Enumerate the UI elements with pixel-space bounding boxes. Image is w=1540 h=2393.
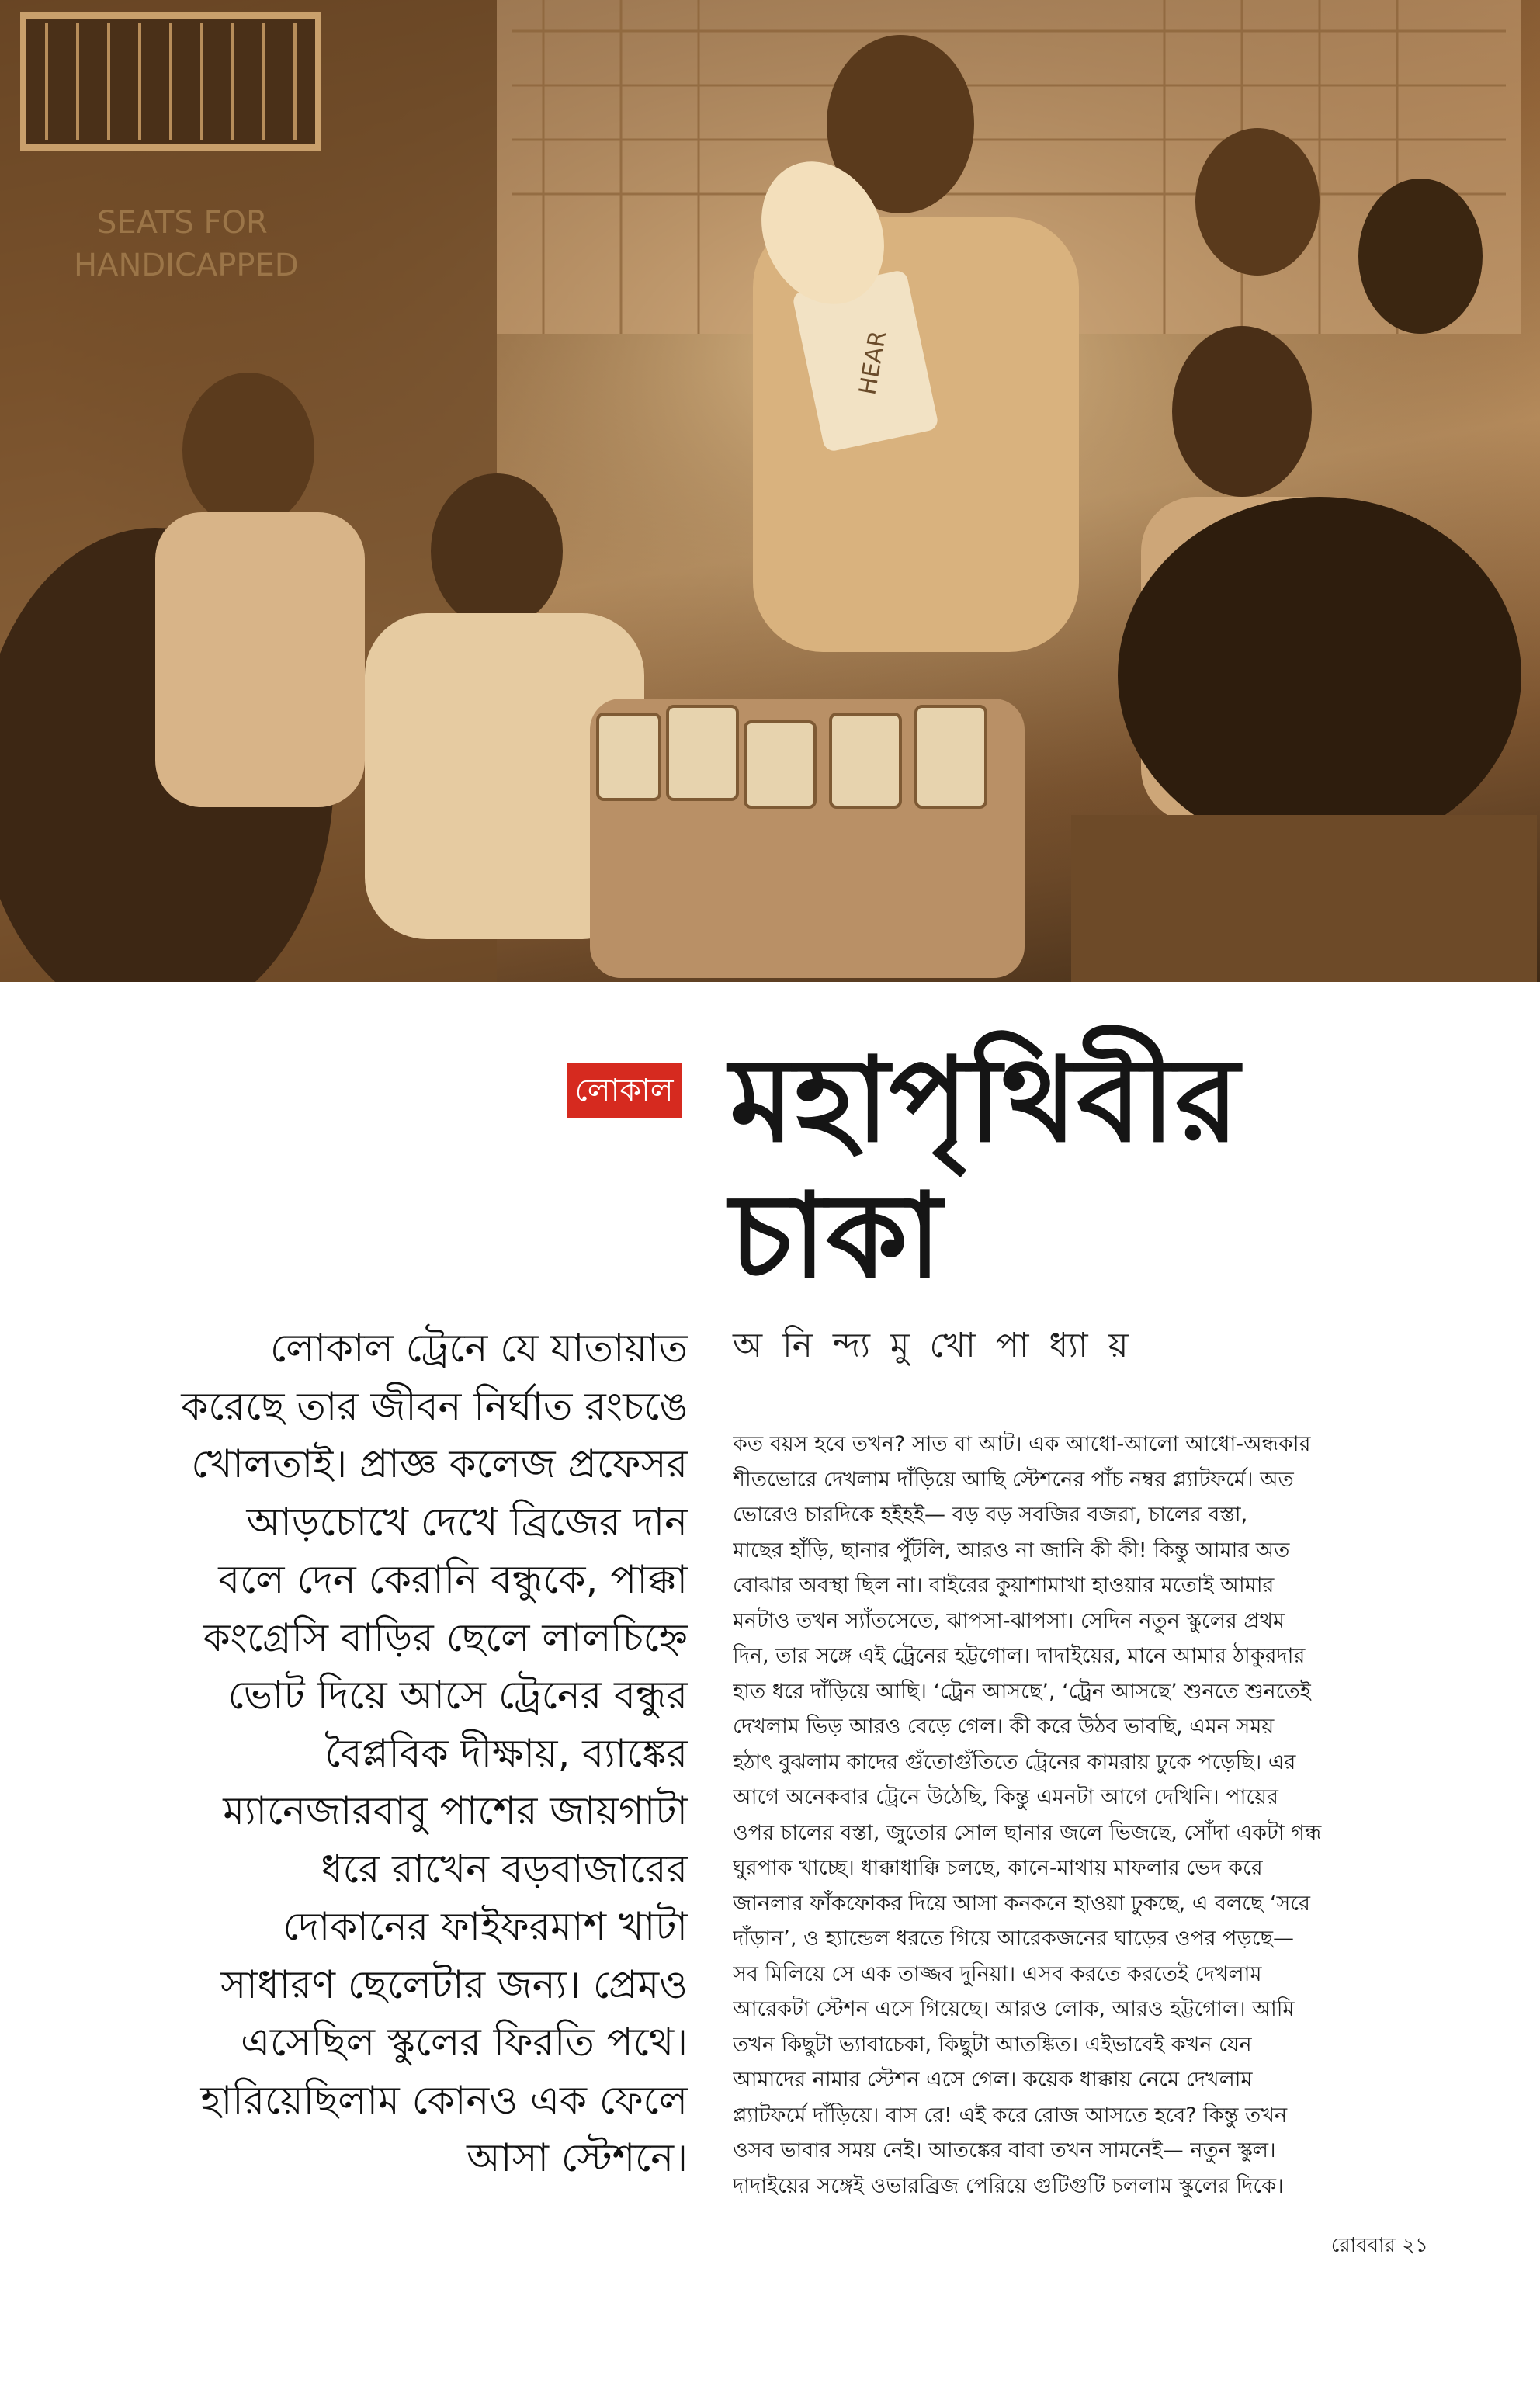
body-line: হাত ধরে দাঁড়িয়ে আছি। ‘ট্রেন আসছে’, ‘ট্রেন আসছে’ শুনতে শুনতেই <box>733 1679 1311 1704</box>
body-line: ঘুরপাক খাচ্ছে। ধাক্কাধাক্কি চলছে, কানে-মাথায় মাফলার ভেদ করে <box>733 1856 1263 1880</box>
train-vendor-photo <box>0 0 1540 982</box>
body-line: আগে অনেকবার ট্রেনে উঠেছি, কিন্তু এমনটা আগে দেখিনি। পায়ের <box>733 1785 1279 1809</box>
body-line: দাদাইয়ের সঙ্গেই ওভারব্রিজ পেরিয়ে গুটিগুটি চললাম স্কুলের দিকে। <box>733 2173 1284 2198</box>
pullquote-line: করেছে তার জীবন নির্ঘাত রংচঙে <box>181 1383 688 1429</box>
pullquote <box>116 1320 688 2187</box>
body-line: জানলার ফাঁকফোকর দিয়ে আসা কনকনে হাওয়া ঢুকছে, এ বলছে ‘সরে <box>733 1891 1311 1916</box>
pullquote-line: এসেছিল স্কুলের ফিরতি পথে। <box>240 2020 688 2065</box>
body-line: কত বয়স হবে তখন? সাত বা আট। এক আধো-আলো আধো-অন্ধকার <box>733 1432 1311 1456</box>
pullquote-line: হারিয়েছিলাম কোনও এক ফেলে <box>200 2077 688 2123</box>
article-title <box>730 1032 1490 1304</box>
body-line: আরেকটা স্টেশন এসে গিয়েছে। আরও লোক, আরও হট্টগোল। আমি <box>733 1997 1295 2021</box>
body-line: দেখলাম ভিড় আরও বেড়ে গেল। কী করে উঠব ভাবছি, এমন সময় <box>733 1715 1275 1739</box>
pullquote-line: সাধারণ ছেলেটার জন্য। প্রেমও <box>220 1961 688 2007</box>
pullquote-line: কংগ্রেসি বাড়ির ছেলে লালচিহ্নে <box>203 1614 688 1660</box>
pullquote-line: আসা স্টেশনে। <box>467 2135 688 2180</box>
body-line: শীতভোরে দেখলাম দাঁড়িয়ে আছি স্টেশনের পাঁচ নম্বর প্ল্যাটফর্মে। অত <box>733 1467 1294 1492</box>
title-line-2: চাকা <box>730 1167 942 1304</box>
article-body <box>733 1427 1416 2204</box>
page-folio: রোববার ২১ <box>1330 2234 1428 2257</box>
body-line: আমাদের নামার স্টেশন এসে গেল। কয়েক ধাক্কায় নেমে দেখলাম <box>733 2068 1253 2092</box>
svg-text:SEATS FOR HANDICAPPED: SEATS FOR HANDICAPPED <box>74 205 299 283</box>
body-line: দাঁড়ান’, ও হ্যান্ডেল ধরতে গিয়ে আরেকজনের ঘাড়ের ওপর পড়ছে— <box>733 1927 1294 1951</box>
byline: অ নি ন্দ্য মু খো পা ধ্যা য় <box>733 1326 1133 1365</box>
pullquote-line: ম্যানেজারবাবু পাশের জায়গাটা <box>223 1788 688 1833</box>
pullquote-line: আড়চোখে দেখে ব্রিজের দান <box>246 1499 688 1545</box>
title-line-1: মহাপৃথিবীর <box>730 1032 1240 1168</box>
body-line: মনটাও তখন স্যাঁতসেতে, ঝাপসা-ঝাপসা। সেদিন নতুন স্কুলের প্রথম <box>733 1608 1285 1633</box>
pullquote-line: খোলতাই। প্রাজ্ঞ কলেজ প্রফেসর <box>191 1441 688 1486</box>
body-line: ওসব ভাবার সময় নেই। আতঙ্কের বাবা তখন সামনেই— নতুন স্কুল। <box>733 2138 1276 2162</box>
pullquote-line: দোকানের ফাইফরমাশ খাটা <box>283 1904 688 1949</box>
body-line: হঠাৎ বুঝলাম কাদের গুঁতোগুঁতিতে ট্রেনের কামরায় ঢুকে পড়েছি। এর <box>733 1750 1296 1774</box>
body-line: ওপর চালের বস্তা, জুতোর সোল ছানার জলে ভিজছে, সোঁদা একটা গন্ধ <box>733 1820 1322 1845</box>
section-tag: লোকাল <box>567 1063 682 1118</box>
pullquote-line: ধরে রাখেন বড়বাজারের <box>321 1846 688 1892</box>
body-line: দিন, তার সঙ্গে এই ট্রেনের হট্টগোল। দাদাইয়ের, মানে আমার ঠাকুরদার <box>733 1644 1306 1668</box>
sign-text: SEATS FOR <box>97 205 268 241</box>
pullquote-line: বৈপ্লবিক দীক্ষায়, ব্যাঙ্কের <box>324 1730 688 1776</box>
pullquote-line: বলে দেন কেরানি বন্ধুকে, পাক্কা <box>218 1557 688 1602</box>
body-line: বোঝার অবস্থা ছিল না। বাইরের কুয়াশামাখা হাওয়ার মতোই আমার <box>733 1573 1275 1597</box>
body-line: প্ল্যাটফর্মে দাঁড়িয়ে। বাস রে! এই করে রোজ আসতে হবে? কিন্তু তখন <box>733 2103 1288 2128</box>
body-line: তখন কিছুটা ভ্যাবাচেকা, কিছুটা আতঙ্কিত। এইভাবেই কখন যেন <box>733 2032 1252 2057</box>
pullquote-line: লোকাল ট্রেনে যে যাতায়াত <box>269 1326 688 1371</box>
hero-photo <box>0 0 1540 982</box>
mug-text: HEAR <box>854 328 893 397</box>
pullquote-line: ভোট দিয়ে আসে ট্রেনের বন্ধুর <box>227 1673 688 1718</box>
body-line: সব মিলিয়ে সে এক তাজ্জব দুনিয়া। এসব করতে করতেই দেখলাম <box>733 1961 1262 1986</box>
body-line: ভোরেও চারদিকে হইহই— বড় বড় সবজির বজরা, চালের বস্তা, <box>733 1503 1248 1527</box>
body-line: মাছের হাঁড়ি, ছানার পুঁটলি, আরও না জানি কী কী! কিন্তু আমার অত <box>733 1538 1290 1562</box>
